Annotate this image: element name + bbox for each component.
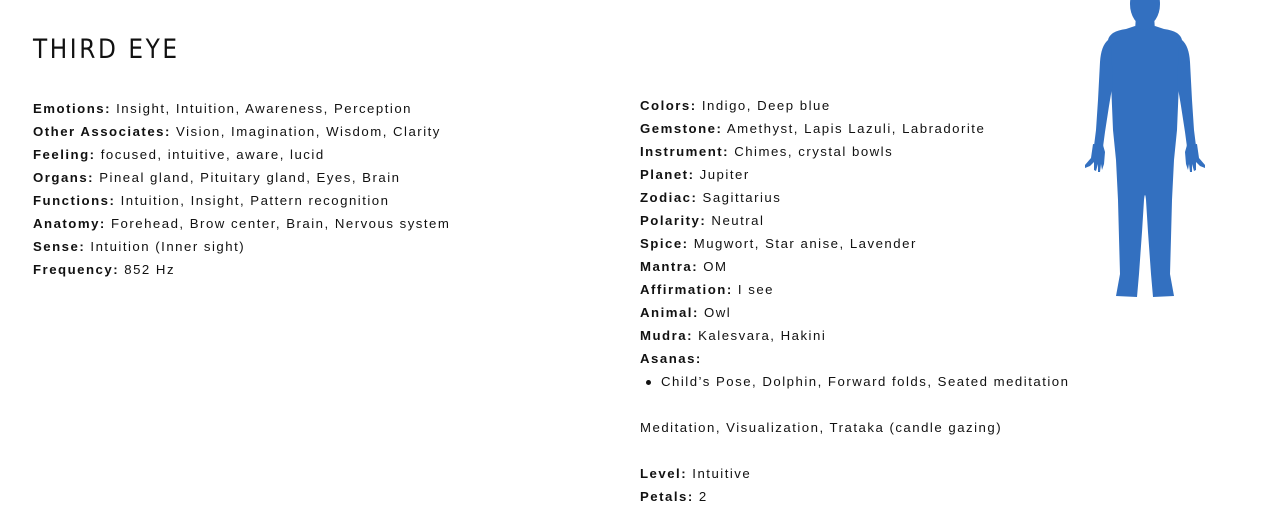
attribute-label: Sense:: [33, 239, 86, 254]
page-title: THIRD EYE: [33, 34, 180, 65]
practices-text: Meditation, Visualization, Trataka (candle gazing): [640, 420, 1003, 435]
attribute-label: Instrument:: [640, 144, 730, 159]
asanas-list: [640, 370, 1160, 393]
attribute-label: Mantra:: [640, 259, 699, 274]
attribute-label: Organs:: [33, 170, 95, 185]
attribute-asanas: [640, 347, 1160, 370]
attribute-petals: [640, 485, 1160, 508]
attribute-label: Polarity:: [640, 213, 707, 228]
attribute-label: Emotions:: [33, 101, 111, 116]
attribute-value: Forehead, Brow center, Brain, Nervous system: [105, 216, 451, 231]
attribute-value: I see: [732, 282, 774, 297]
attribute-value: OM: [698, 259, 728, 274]
spacer: [640, 393, 1160, 416]
attribute-animal: [640, 301, 1160, 324]
attribute-label: Zodiac:: [640, 190, 698, 205]
attribute-other-associates: [33, 120, 593, 143]
attribute-label: Colors:: [640, 98, 697, 113]
attribute-value: Jupiter: [694, 167, 750, 182]
attribute-feeling: [33, 143, 593, 166]
attribute-label: Feeling:: [33, 147, 96, 162]
attribute-value: Insight, Intuition, Awareness, Perception: [110, 101, 412, 116]
attribute-value: Sagittarius: [697, 190, 782, 205]
attribute-organs: [33, 166, 593, 189]
attribute-frequency: [33, 258, 593, 281]
attribute-value: Intuition, Insight, Pattern recognition: [115, 193, 390, 208]
attribute-value: Kalesvara, Hakini: [692, 328, 827, 343]
attribute-value: Vision, Imagination, Wisdom, Clarity: [170, 124, 441, 139]
attribute-value: Chimes, crystal bowls: [729, 144, 894, 159]
attribute-value: focused, intuitive, aware, lucid: [95, 147, 325, 162]
attribute-label: Gemstone:: [640, 121, 723, 136]
left-attributes-column: [33, 97, 593, 281]
attribute-label: Frequency:: [33, 262, 120, 277]
attribute-value: Owl: [698, 305, 732, 320]
attribute-level: [640, 462, 1160, 485]
attribute-anatomy: [33, 212, 593, 235]
attribute-label: Petals:: [640, 489, 694, 504]
attribute-functions: [33, 189, 593, 212]
attribute-label: Planet:: [640, 167, 695, 182]
attribute-value: Amethyst, Lapis Lazuli, Labradorite: [722, 121, 986, 136]
attribute-value: Pineal gland, Pituitary gland, Eyes, Brain: [94, 170, 401, 185]
human-body-silhouette-icon: [1082, 0, 1208, 300]
attribute-label: Asanas:: [640, 351, 702, 366]
attribute-emotions: [33, 97, 593, 120]
spacer: [640, 439, 1160, 462]
attribute-mudra: [640, 324, 1160, 347]
attribute-value: Indigo, Deep blue: [696, 98, 831, 113]
attribute-value: Intuitive: [687, 466, 752, 481]
attribute-label: Affirmation:: [640, 282, 733, 297]
list-item: Child’s Pose, Dolphin, Forward folds, Seated meditation: [661, 370, 1160, 393]
attribute-value: 852 Hz: [119, 262, 176, 277]
attribute-value: Mugwort, Star anise, Lavender: [688, 236, 917, 251]
attribute-label: Spice:: [640, 236, 689, 251]
attribute-label: Level:: [640, 466, 688, 481]
attribute-value: Intuition (Inner sight): [85, 239, 246, 254]
attribute-sense: [33, 235, 593, 258]
attribute-label: Other Associates:: [33, 124, 171, 139]
attribute-label: Mudra:: [640, 328, 693, 343]
attribute-label: Anatomy:: [33, 216, 106, 231]
attribute-label: Functions:: [33, 193, 116, 208]
attribute-value: 2: [693, 489, 708, 504]
attribute-value: Neutral: [706, 213, 765, 228]
attribute-label: Animal:: [640, 305, 699, 320]
